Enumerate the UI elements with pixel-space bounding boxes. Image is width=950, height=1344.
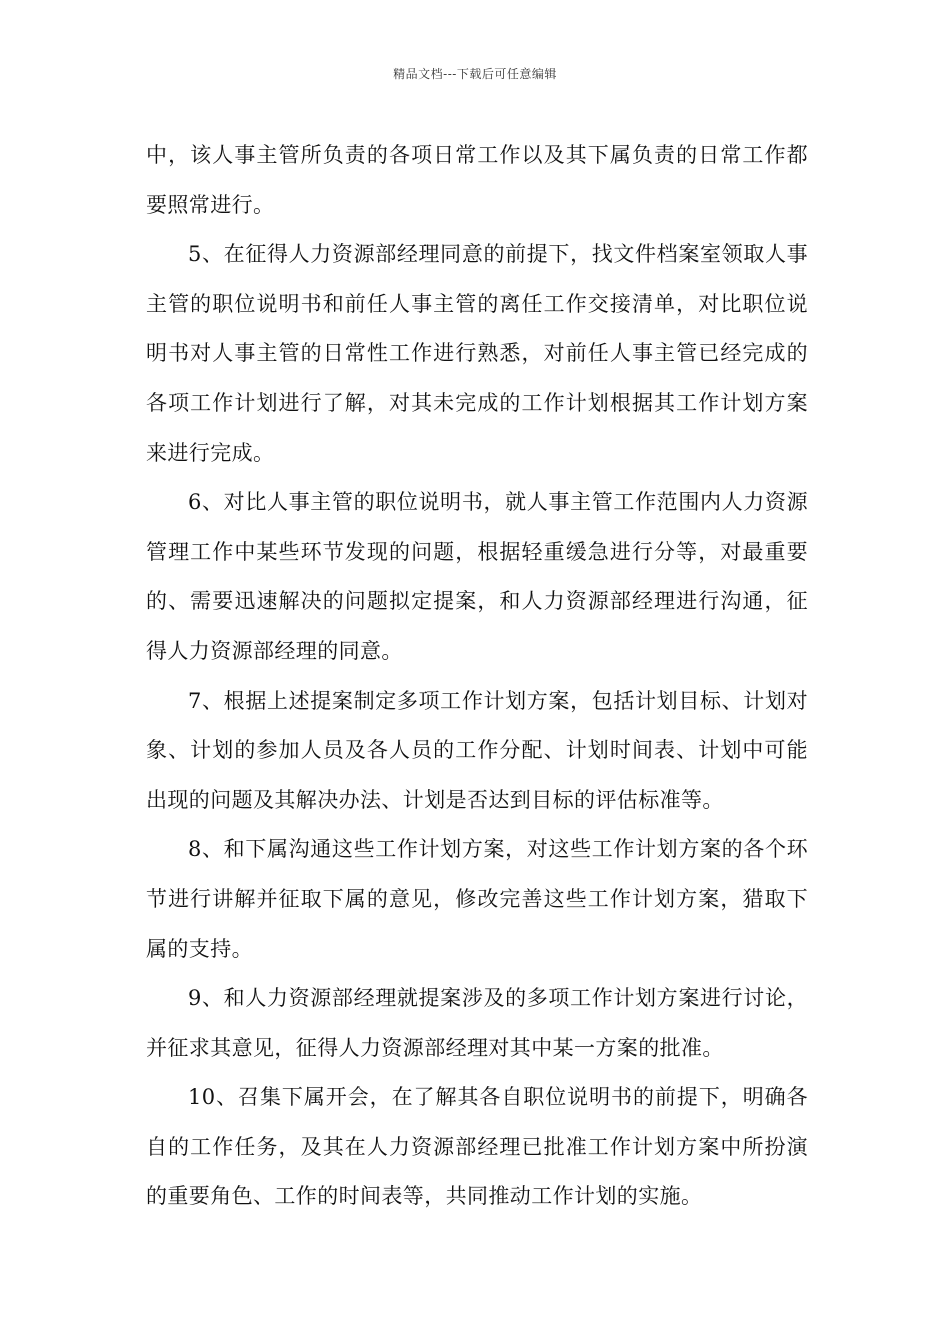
- page-header: 精品文档---下载后可任意编辑: [393, 67, 557, 81]
- paragraph-continuation: 中，该人事主管所负责的各项日常工作以及其下属负责的日常工作都要照常进行。: [146, 143, 808, 217]
- paragraph-item-9: 9、和人力资源部经理就提案涉及的多项工作计划方案进行讨论，并征求其意见，征得人力资源部经理对其中某一方案的批准。: [146, 986, 808, 1060]
- paragraph-item-8: 8、和下属沟通这些工作计划方案，对这些工作计划方案的各个环节进行讲解并征取下属的意见，修改完善这些工作计划方案，猎取下属的支持。: [146, 837, 808, 961]
- paragraph-item-7: 7、根据上述提案制定多项工作计划方案，包括计划目标、计划对象、计划的参加人员及各人员的工作分配、计划时间表、计划中可能出现的问题及其解决办法、计划是否达到目标的评估标准等。: [146, 688, 808, 812]
- paragraph-item-6: 6、对比人事主管的职位说明书，就人事主管工作范围内人力资源管理工作中某些环节发现的问题，根据轻重缓急进行分等，对最重要的、需要迅速解决的问题拟定提案，和人力资源部经理进行沟通，征得人力资源部经理的同意。: [146, 490, 808, 663]
- document-body: [146, 131, 808, 1222]
- paragraph-item-5: 5、在征得人力资源部经理同意的前提下，找文件档案室领取人事主管的职位说明书和前任人事主管的离任工作交接清单，对比职位说明书对人事主管的日常性工作进行熟悉，对前任人事主管已经完成的各项工作计划进行了解，对其未完成的工作计划根据其工作计划方案来进行完成。: [146, 242, 808, 465]
- paragraph-item-10: 10、召集下属开会，在了解其各自职位说明书的前提下，明确各自的工作任务，及其在人力资源部经理已批准工作计划方案中所扮演的重要角色、工作的时间表等，共同推动工作计划的实施。: [146, 1085, 808, 1209]
